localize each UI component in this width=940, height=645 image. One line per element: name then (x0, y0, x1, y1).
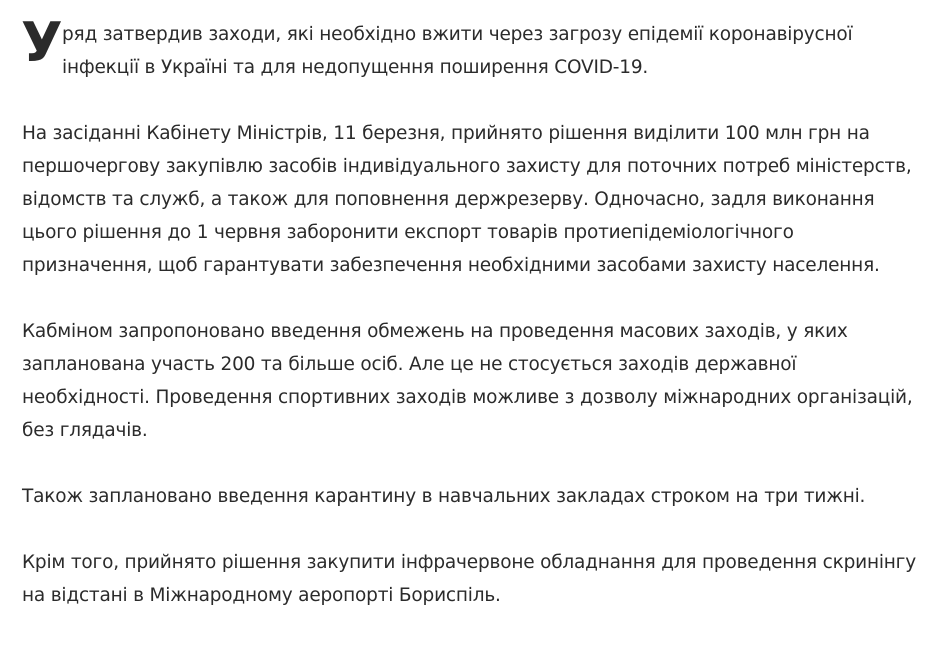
paragraph-1-text: ряд затвердив заходи, які необхідно вжити через загрозу епідемії коронавірусної інфекції в Україні та для недопущення поширення COVID-19. (62, 24, 853, 78)
article-body (21, 11, 927, 645)
article-paragraph-3: Кабміном запропоновано введення обмежень на проведення масових заходів, у яких запланована участь 200 та більше осіб. Але це не стосується заходів державної необхідності. Проведення спортивних заходів можливе з дозволу міжнародних організацій, без глядачів. (22, 321, 913, 441)
article-paragraph-5: Крім того, прийнято рішення закупити інфрачервоне обладнання для проведення скринінгу на відстані в Міжнародному аеропорті Бориспіль. (22, 552, 916, 606)
article-paragraph-4: Також заплановано введення карантину в навчальних закладах строком на три тижні. (22, 486, 866, 507)
article-paragraph-1 (21, 11, 927, 84)
article-paragraph-2: На засіданні Кабінету Міністрів, 11 березня, прийнято рішення виділити 100 млн грн на першочергову закупівлю засобів індивідуального захисту для поточних потреб міністерств, відомств та служб, а також для поповнення держрезерву. Одночасно, задля виконання цього рішення до 1 червня заборонити експорт товарів протиепідеміологічного призначення, щоб гарантувати забезпечення необхідними засобами захисту населення. (22, 123, 912, 276)
drop-cap: У (21, 11, 63, 74)
